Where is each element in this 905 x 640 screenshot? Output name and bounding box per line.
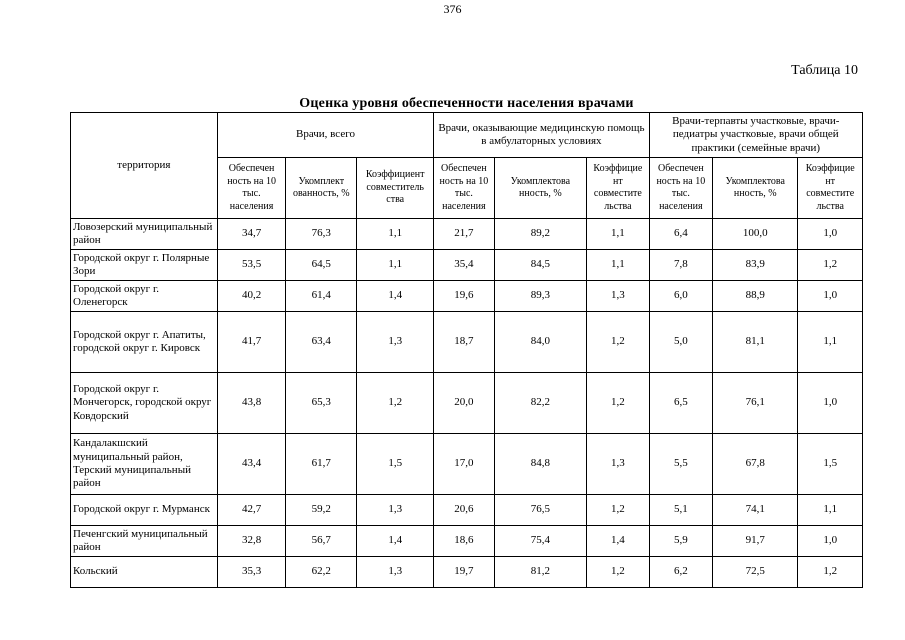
territory-cell: Городской округ г. Оленегорск [71,281,218,312]
territory-column-header: территория [71,113,218,219]
value-cell: 81,1 [713,312,798,373]
value-cell: 91,7 [713,526,798,557]
value-cell: 6,4 [649,219,712,250]
value-cell: 7,8 [649,250,712,281]
value-cell: 6,5 [649,373,712,434]
territory-cell: Печенгский муниципальный район [71,526,218,557]
subcolumn-header: Коэффициент совместитель ства [357,158,434,219]
value-cell: 84,8 [494,434,587,495]
value-cell: 1,3 [357,495,434,526]
value-cell: 76,3 [286,219,357,250]
territory-cell: Кольский [71,557,218,588]
value-cell: 1,1 [587,250,649,281]
subcolumn-header: Обеспечен ность на 10 тыс. населения [217,158,286,219]
territory-cell: Городской округ г. Мончегорск, городской округ Ковдорский [71,373,218,434]
table-row [71,312,863,373]
subcolumn-header: Укомплектова нность, % [713,158,798,219]
value-cell: 20,6 [434,495,494,526]
value-cell: 74,1 [713,495,798,526]
value-cell: 6,2 [649,557,712,588]
value-cell: 1,3 [357,312,434,373]
value-cell: 1,2 [798,250,863,281]
value-cell: 1,0 [798,281,863,312]
value-cell: 1,2 [357,373,434,434]
value-cell: 84,5 [494,250,587,281]
value-cell: 1,2 [798,557,863,588]
value-cell: 17,0 [434,434,494,495]
value-cell: 67,8 [713,434,798,495]
value-cell: 40,2 [217,281,286,312]
value-cell: 35,4 [434,250,494,281]
table-row [71,434,863,495]
value-cell: 84,0 [494,312,587,373]
value-cell: 42,7 [217,495,286,526]
page-number: 376 [443,2,462,16]
value-cell: 81,2 [494,557,587,588]
value-cell: 59,2 [286,495,357,526]
value-cell: 34,7 [217,219,286,250]
value-cell: 1,5 [357,434,434,495]
value-cell: 1,2 [587,373,649,434]
subcolumn-header: Обеспечен ность на 10 тыс. населения [434,158,494,219]
value-cell: 19,6 [434,281,494,312]
value-cell: 21,7 [434,219,494,250]
value-cell: 65,3 [286,373,357,434]
value-cell: 61,7 [286,434,357,495]
value-cell: 5,5 [649,434,712,495]
value-cell: 1,2 [587,557,649,588]
value-cell: 72,5 [713,557,798,588]
value-cell: 43,8 [217,373,286,434]
value-cell: 1,2 [587,495,649,526]
value-cell: 1,1 [798,495,863,526]
value-cell: 62,2 [286,557,357,588]
group-header-all-doctors: Врачи, всего [217,113,433,158]
table-row [71,495,863,526]
territory-cell: Городской округ г. Апатиты, городской округ г. Кировск [71,312,218,373]
subcolumn-header: Укомплектова нность, % [494,158,587,219]
value-cell: 20,0 [434,373,494,434]
value-cell: 6,0 [649,281,712,312]
subcolumn-header: Укомплект ованность, % [286,158,357,219]
table-row [71,557,863,588]
value-cell: 89,2 [494,219,587,250]
value-cell: 56,7 [286,526,357,557]
value-cell: 1,4 [357,281,434,312]
group-header-outpatient-doctors: Врачи, оказывающие медицинскую помощь в амбулаторных условиях [434,113,649,158]
value-cell: 63,4 [286,312,357,373]
value-cell: 1,3 [357,557,434,588]
value-cell: 1,4 [587,526,649,557]
table-title: Оценка уровня обеспеченности населения врачами [299,96,634,111]
territory-cell: Кандалакшский муниципальный район, Терский муниципальный район [71,434,218,495]
group-header-district-doctors: Врачи-терпавты участковые, врачи-педиатры участковые, врачи общей практики (семейные врачи) [649,113,862,158]
subcolumn-header: Коэффицие нт совместите льства [798,158,863,219]
table-label: Таблица 10 [791,63,858,78]
table-body [71,219,863,588]
value-cell: 88,9 [713,281,798,312]
value-cell: 32,8 [217,526,286,557]
table-row [71,281,863,312]
value-cell: 35,3 [217,557,286,588]
value-cell: 1,1 [587,219,649,250]
territory-cell: Городской округ г. Мурманск [71,495,218,526]
header-row-groups [71,113,863,158]
physicians-table [70,112,863,588]
value-cell: 64,5 [286,250,357,281]
value-cell: 53,5 [217,250,286,281]
value-cell: 1,2 [587,312,649,373]
table-row [71,219,863,250]
value-cell: 41,7 [217,312,286,373]
value-cell: 1,1 [357,250,434,281]
subcolumn-header: Коэффицие нт совместите льства [587,158,649,219]
value-cell: 75,4 [494,526,587,557]
value-cell: 82,2 [494,373,587,434]
subcolumn-header: Обеспечен ность на 10 тыс. населения [649,158,712,219]
value-cell: 83,9 [713,250,798,281]
territory-cell: Городской округ г. Полярные Зори [71,250,218,281]
value-cell: 61,4 [286,281,357,312]
value-cell: 100,0 [713,219,798,250]
table-row [71,250,863,281]
value-cell: 43,4 [217,434,286,495]
value-cell: 5,1 [649,495,712,526]
value-cell: 1,3 [587,281,649,312]
value-cell: 19,7 [434,557,494,588]
value-cell: 5,9 [649,526,712,557]
value-cell: 76,5 [494,495,587,526]
value-cell: 1,5 [798,434,863,495]
value-cell: 1,0 [798,219,863,250]
table-row [71,373,863,434]
territory-cell: Ловозерский муниципальный район [71,219,218,250]
value-cell: 1,1 [798,312,863,373]
value-cell: 1,3 [587,434,649,495]
value-cell: 1,0 [798,526,863,557]
value-cell: 1,4 [357,526,434,557]
value-cell: 1,0 [798,373,863,434]
value-cell: 89,3 [494,281,587,312]
value-cell: 18,6 [434,526,494,557]
value-cell: 1,1 [357,219,434,250]
value-cell: 18,7 [434,312,494,373]
value-cell: 76,1 [713,373,798,434]
table-row [71,526,863,557]
value-cell: 5,0 [649,312,712,373]
